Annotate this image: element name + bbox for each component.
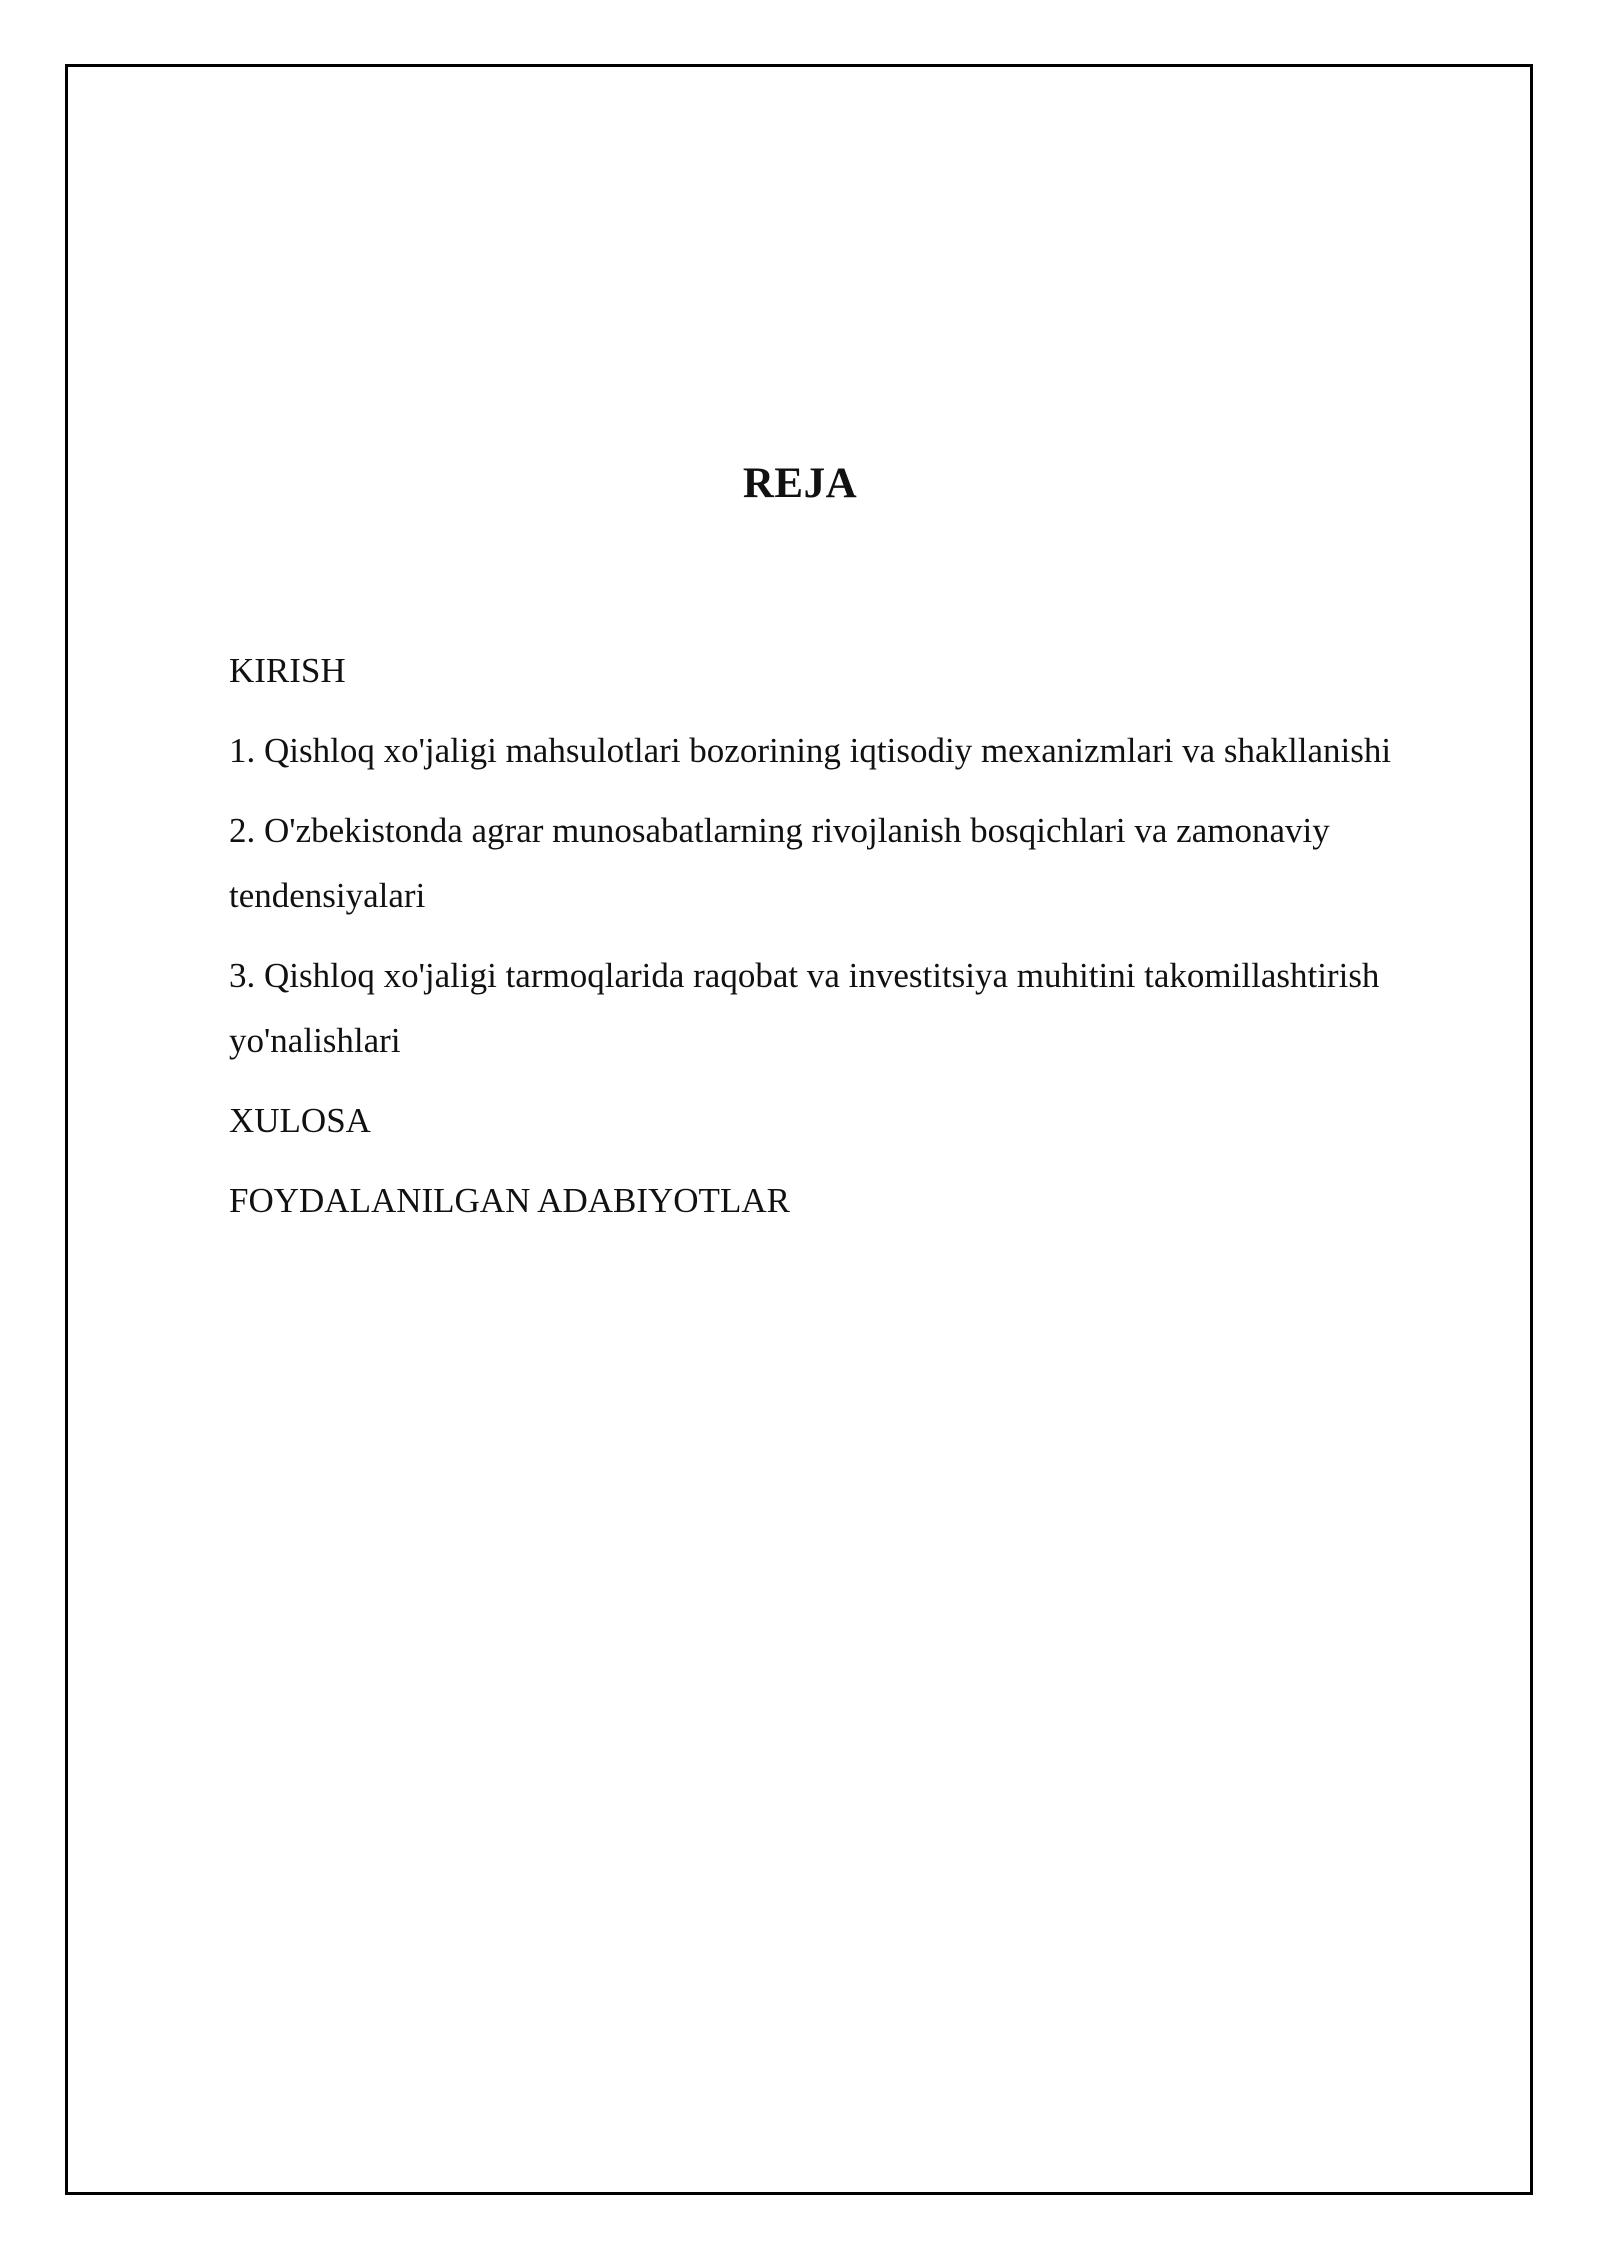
plan-item-intro: KIRISH	[229, 651, 346, 690]
plan-list	[229, 638, 1489, 1248]
plan-item-1: 1. Qishloq xo'jaligi mahsulotlari bozorining iqtisodiy mexanizmlari va shakllanishi	[229, 731, 1392, 770]
plan-item-references: FOYDALANILGAN ADABIYOTLAR	[229, 1181, 790, 1220]
plan-item-conclusion: XULOSA	[229, 1101, 371, 1140]
page-title: REJA	[742, 460, 858, 507]
plan-item-3: 3. Qishloq xo'jaligi tarmoqlarida raqobat va investitsiya muhitini takomillashtirish yo'nalishlari	[229, 956, 1380, 1060]
plan-item-2: 2. O'zbekistonda agrar munosabatlarning rivojlanish bosqichlari va zamonaviy tendensiyalari	[229, 811, 1330, 915]
